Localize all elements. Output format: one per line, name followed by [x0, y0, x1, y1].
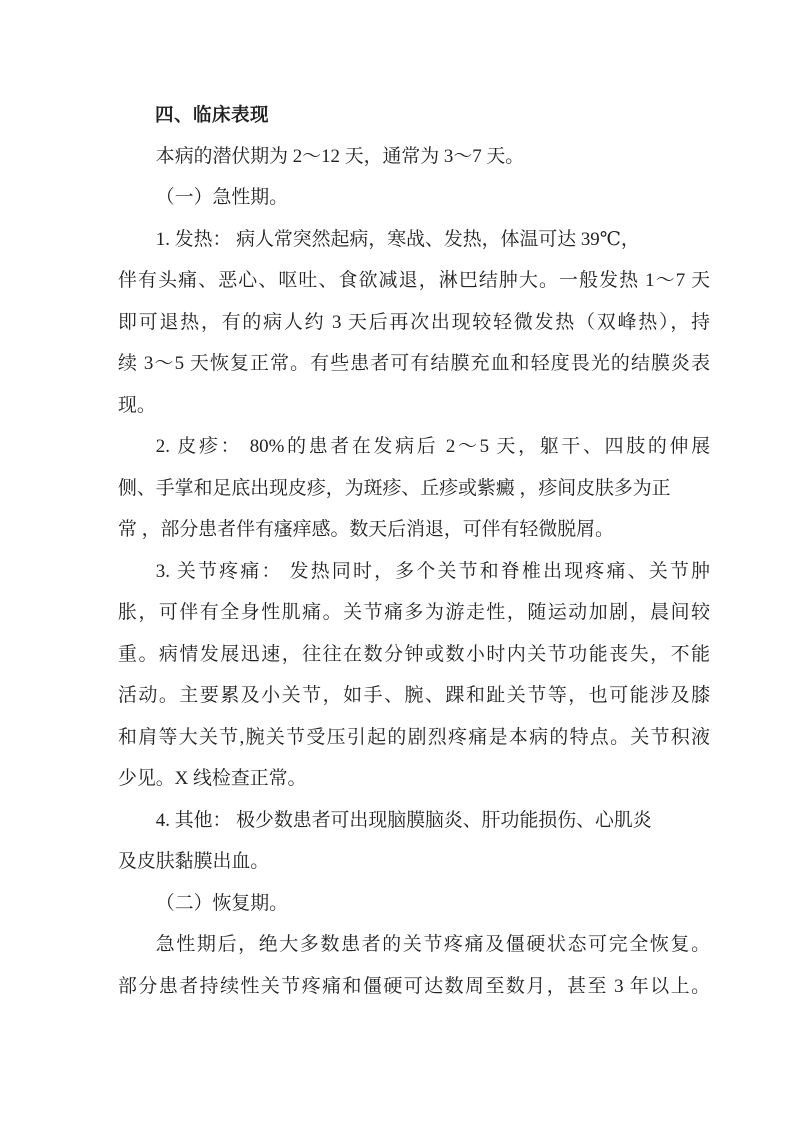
text-line: 1. 发热： 病人常突然起病，寒战、发热，体温可达 39℃，	[155, 228, 640, 250]
text-line: 部分患者持续性关节疼痛和僵硬可达数周至数月，甚至 3 年以上。	[118, 975, 710, 997]
text-line: 即可退热，有的病人约 3 天后再次出现较轻微发热（双峰热），持	[118, 311, 710, 333]
text-line: 少见。X 线检查正常。	[118, 768, 307, 789]
text-line: 2. 皮疹： 80%的患者在发病后 2～5 天，躯干、四肢的伸展	[155, 436, 710, 457]
text-line: 活动。主要累及小关节，如手、腕、踝和趾关节等，也可能涉及膝	[118, 685, 710, 706]
text-line: 伴有头痛、恶心、呕吐、食欲减退，淋巴结肿大。一般发热 1～7 天	[118, 270, 710, 291]
text-line: 本病的潜伏期为 2～12 天，通常为 3～7 天。	[155, 145, 525, 167]
text-line: 急性期后，绝大多数患者的关节疼痛及僵硬状态可完全恢复。	[155, 934, 710, 955]
text-line: 重。病情发展迅速，往往在数分钟或数小时内关节功能丧失，不能	[118, 643, 710, 665]
text-line: 续 3～5 天恢复正常。有些患者可有结膜充血和轻度畏光的结膜炎表	[118, 353, 710, 374]
text-line: （一）急性期。	[155, 187, 289, 208]
text-line: 4. 其他： 极少数患者可出现脑膜脑炎、肝功能损伤、心肌炎	[155, 809, 652, 831]
text-line: 胀，可伴有全身性肌痛。关节痛多为游走性，随运动加剧，晨间较	[118, 602, 710, 623]
text-line: （二）恢复期。	[155, 892, 289, 914]
text-line: 及皮肤黏膜出血。	[118, 851, 270, 872]
text-line: 3. 关节疼痛： 发热同时，多个关节和脊椎出现疼痛、关节肿	[155, 560, 710, 582]
text-line: 侧、手掌和足底出现皮疹，为斑疹、丘疹或紫癜 ，疹间皮肤多为正	[118, 477, 671, 499]
text-line: 和肩等大关节,腕关节受压引起的剧烈疼痛是本病的特点。关节积液	[118, 726, 710, 748]
document-body	[118, 94, 710, 1007]
text-line: 常 ，部分患者伴有瘙痒感。数天后消退，可伴有轻微脱屑。	[118, 519, 614, 540]
section-heading: 四、临床表现	[155, 104, 270, 125]
text-line: 现。	[118, 394, 156, 416]
